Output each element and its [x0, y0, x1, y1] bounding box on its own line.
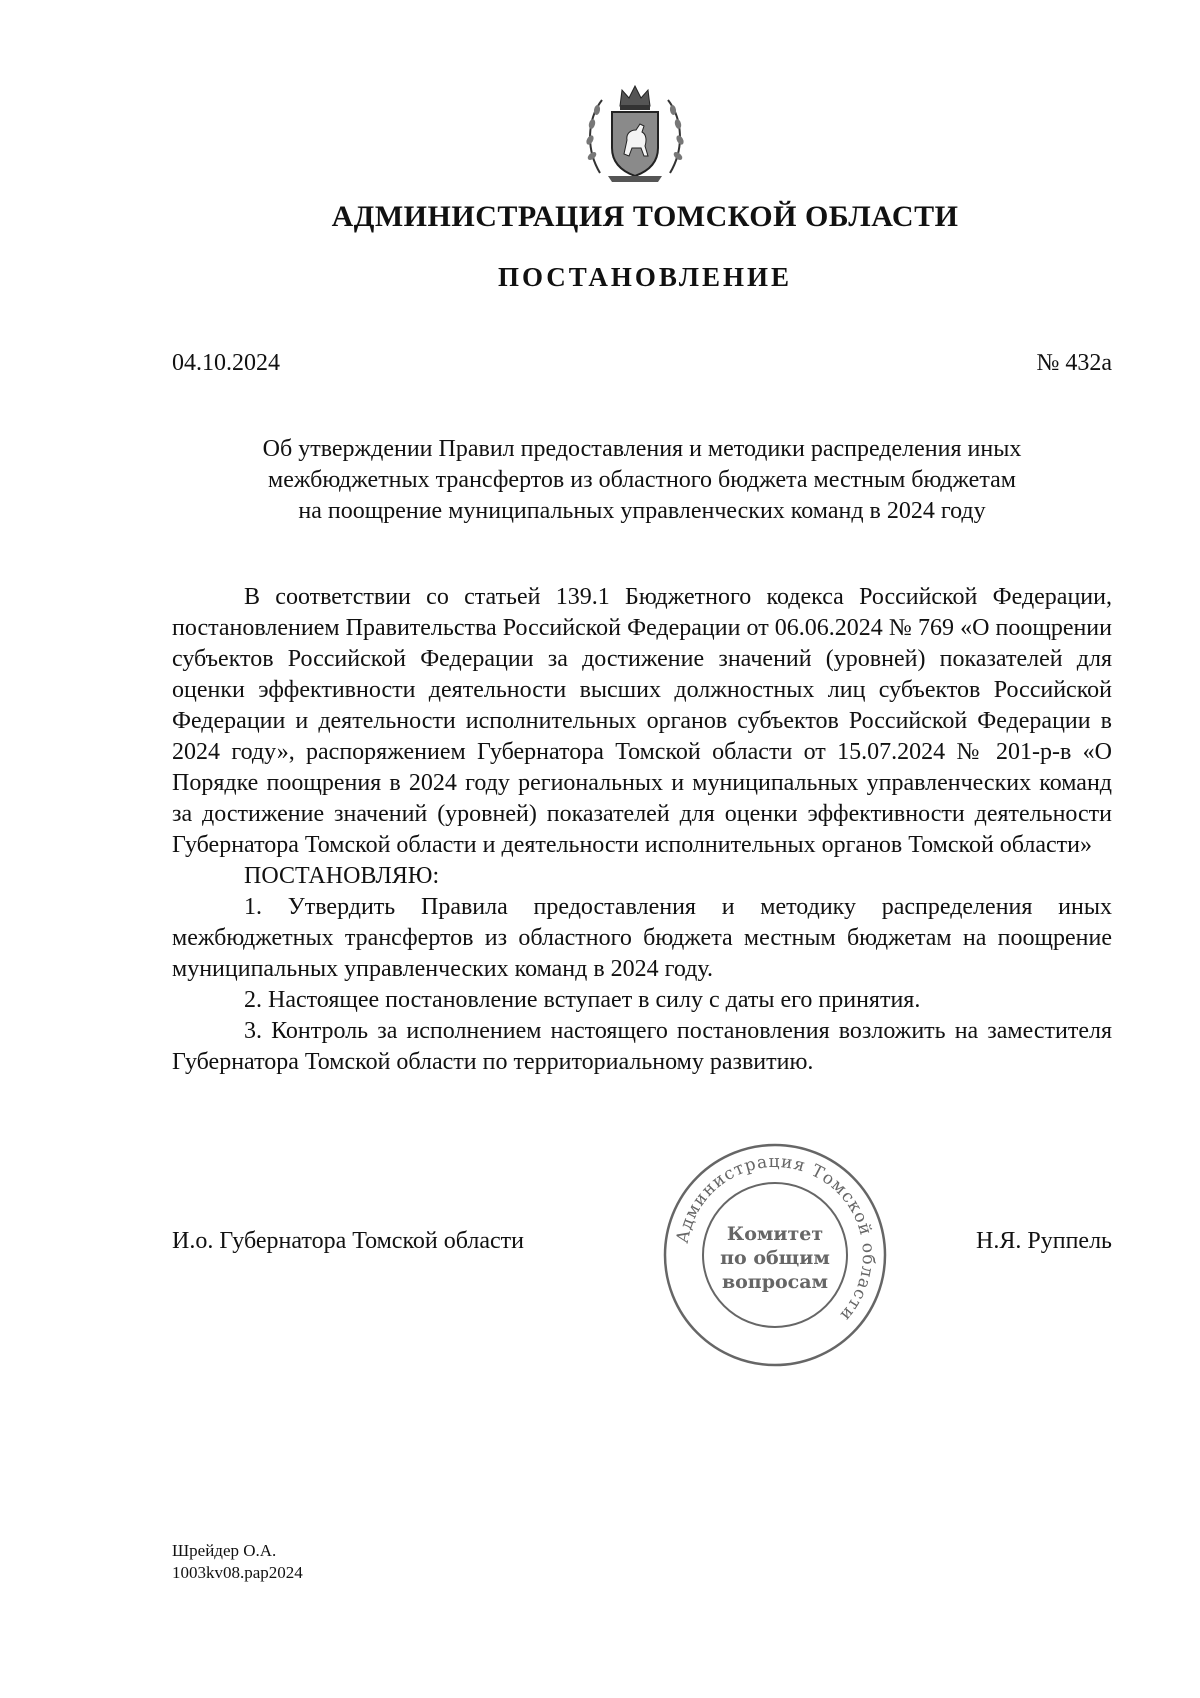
document-body	[172, 582, 1112, 1078]
official-stamp	[660, 1140, 890, 1370]
subject-line: межбюджетных трансфертов из областного бюджета местным бюджетам	[268, 467, 1016, 493]
preamble-paragraph: В соответствии со статьей 139.1 Бюджетного кодекса Российской Федерации, постановлением Правительства Российской Федерации от 06.06.2024 № 769 «О поощрении субъектов Российской Федерации за достижение значений (уровней) показателей для оценки эффективности деятельности высших должностных лиц субъектов Российской Федерации и деятельности исполнительных органов субъектов Российской Федерации в 2024 году», распоряжением Губернатора Томской области от 15.07.2024 № 201-р-в «О Порядке поощрения в 2024 году региональных и муниципальных управленческих команд за достижение значений (уровней) показателей для оценки эффективности деятельности Губернатора Томской области и деятельности исполнительных органов Томской области»	[172, 584, 1112, 858]
stamp-center-line: вопросам	[721, 1271, 829, 1293]
stamp-center-line: Комитет	[726, 1223, 824, 1245]
stamp-ring-text: Администрация Томской области	[672, 1151, 879, 1326]
signatory-title: И.о. Губернатора Томской области	[172, 1228, 524, 1254]
document-footer	[172, 1540, 303, 1584]
decree-word: ПОСТАНОВЛЯЮ:	[244, 863, 440, 889]
organization-title: АДМИНИСТРАЦИЯ ТОМСКОЙ ОБЛАСТИ	[331, 200, 959, 233]
document-date: 04.10.2024	[172, 350, 280, 376]
decree-item: 2. Настоящее постановление вступает в силу с даты его принятия.	[244, 987, 921, 1013]
document-subject	[172, 434, 1112, 527]
decree-item: 3. Контроль за исполнением настоящего постановления возложить на заместителя Губернатора Томской области по территориальному развитию.	[172, 1018, 1112, 1075]
document-type-title: ПОСТАНОВЛЕНИЕ	[497, 262, 793, 292]
decree-item: 1. Утвердить Правила предоставления и методику распределения иных межбюджетных трансфертов из областного бюджета местным бюджетам на поощрение муниципальных управленческих команд в 2024 году.	[172, 894, 1112, 982]
subject-line: на поощрение муниципальных управленческих команд в 2024 году	[298, 498, 986, 524]
document-number: № 432а	[1036, 350, 1112, 376]
subject-line: Об утверждении Правил предоставления и методики распределения иных	[262, 436, 1022, 462]
stamp-center-line: по общим	[720, 1247, 830, 1269]
coat-of-arms-emblem	[580, 78, 690, 186]
signatory-name: Н.Я. Руппель	[976, 1228, 1112, 1254]
executor-name: Шрейдер О.А.	[172, 1541, 277, 1560]
file-reference: 1003kv08.pap2024	[172, 1563, 303, 1582]
